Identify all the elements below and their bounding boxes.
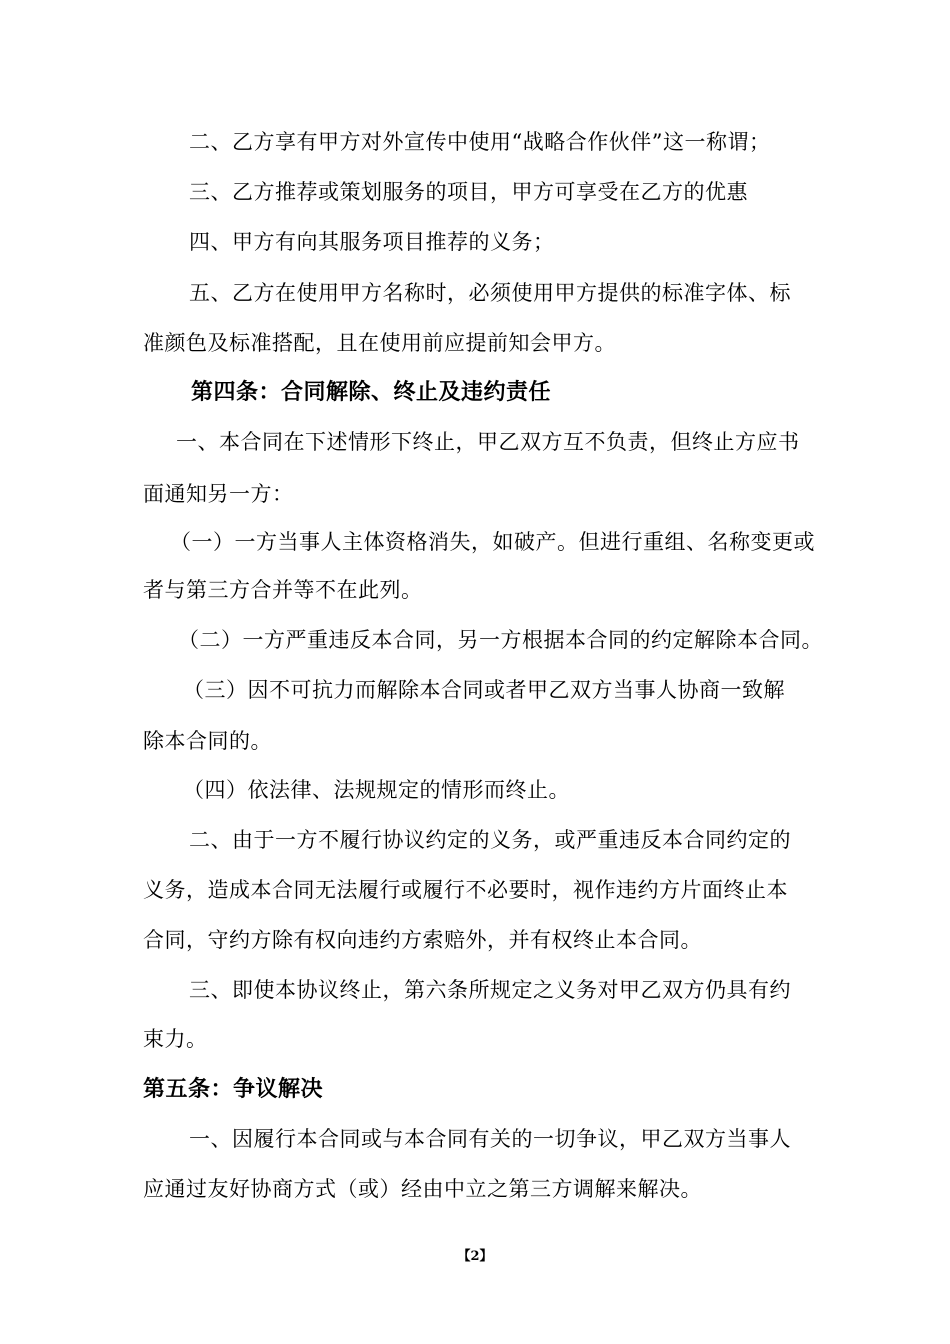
clause-2-4-line: 四、甲方有向其服务项目推荐的义务； (189, 230, 555, 254)
clause-4-1-item-3-line-1: （三）因不可抗力而解除本合同或者甲乙双方当事人协商一致解 (183, 678, 785, 702)
clause-5-1-line-1: 一、因履行本合同或与本合同有关的一切争议，甲乙双方当事人 (189, 1127, 791, 1151)
clause-4-2-line-3: 合同，守约方除有权向违约方索赔外，并有权终止本合同。 (143, 928, 702, 952)
clause-4-1-line-1: 一、本合同在下述情形下终止，甲乙双方互不负责，但终止方应书 (176, 430, 800, 454)
clause-4-3-line-1: 三、即使本协议终止，第六条所规定之义务对甲乙双方仍具有约 (189, 978, 791, 1002)
clause-4-1-item-4-line: （四）依法律、法规规定的情形而终止。 (183, 778, 570, 802)
page-number: 【2】 (457, 1249, 493, 1264)
clause-2-5-line-2: 准颜色及标准搭配，且在使用前应提前知会甲方。 (143, 331, 616, 355)
clause-4-1-item-2-line: （二）一方严重违反本合同，另一方根据本合同的约定解除本合同。 (178, 628, 823, 652)
article-4-heading: 第四条：合同解除、终止及违约责任 (191, 379, 552, 405)
clause-4-2-line-1: 二、由于一方不履行协议约定的义务，或严重违反本合同约定的 (189, 828, 791, 852)
clause-2-5-line-1: 五、乙方在使用甲方名称时，必须使用甲方提供的标准字体、标 (189, 281, 791, 305)
clause-4-1-item-1-line-1: （一）一方当事人主体资格消失，如破产。但进行重组、名称变更或 (170, 530, 815, 554)
clause-4-1-item-3-line-2: 除本合同的。 (143, 729, 272, 753)
clause-4-1-line-2: 面通知另一方： (143, 482, 294, 506)
clause-4-1-item-1-line-2: 者与第三方合并等不在此列。 (143, 578, 423, 602)
clause-4-2-line-2: 义务，造成本合同无法履行或履行不必要时，视作违约方片面终止本 (143, 878, 788, 902)
clause-5-1-line-2: 应通过友好协商方式（或）经由中立之第三方调解来解决。 (143, 1177, 702, 1201)
clause-4-3-line-2: 束力。 (143, 1027, 208, 1051)
clause-2-3-line: 三、乙方推荐或策划服务的项目，甲方可享受在乙方的优惠 (189, 180, 748, 204)
clause-2-2-line: 二、乙方享有甲方对外宣传中使用“战略合作伙伴”这一称谓； (189, 130, 771, 154)
article-5-heading: 第五条：争议解决 (143, 1076, 324, 1102)
